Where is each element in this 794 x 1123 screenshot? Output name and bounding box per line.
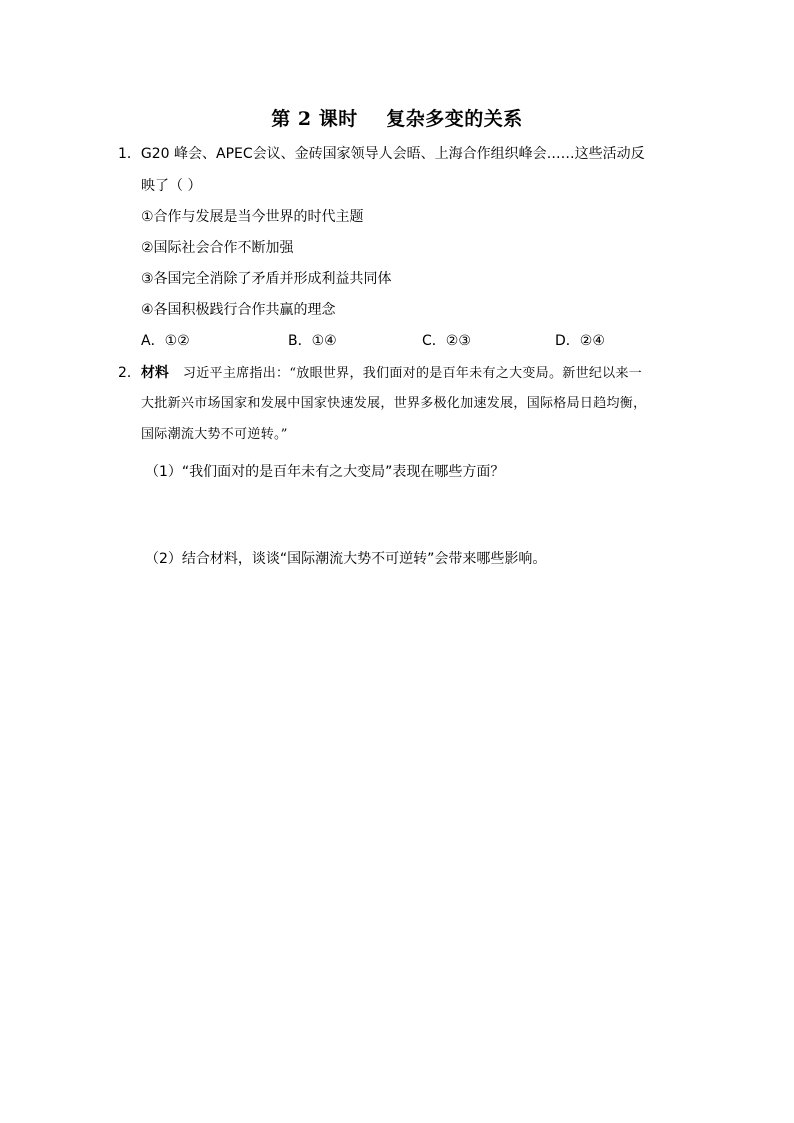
question-2-number: 2． (118, 365, 141, 381)
material-label: 材料 (140, 365, 169, 381)
question-2-material-line-1 (118, 363, 642, 384)
question-2-sub-2: （2）结合材料，谈谈“国际潮流大势不可逆转”会带来哪些影响。 (145, 551, 547, 567)
question-1-number: 1． (118, 146, 141, 162)
option-a-letter: A． (141, 333, 165, 349)
question-1-stem-line-1 (118, 144, 645, 164)
option-d[interactable] (555, 331, 605, 351)
option-b-letter: B． (288, 333, 312, 349)
option-a-text: ①② (164, 333, 190, 349)
question-1-statement-1: ①合作与发展是当今世界的时代主题 (141, 209, 364, 225)
question-1-statement-4: ④各国积极践行合作共赢的理念 (141, 302, 336, 318)
page-title: 第 2 课时 复杂多变的关系 (271, 108, 523, 130)
question-1-stem-text-1: G20 峰会、APEC会议、金砖国家领导人会晤、上海合作组织峰会……这些活动反 (140, 146, 645, 162)
question-2-sub-1: （1）“我们面对的是百年未有之大变局”表现在哪些方面？ (145, 464, 505, 480)
question-1-stem-line-2: 映了（ ） (141, 178, 202, 194)
question-1-statement-3: ③各国完全消除了矛盾并形成利益共同体 (141, 271, 392, 287)
option-c-letter: C． (422, 333, 446, 349)
option-b-text: ①④ (311, 333, 337, 349)
option-a[interactable] (141, 331, 190, 351)
option-d-letter: D． (555, 333, 580, 349)
question-1-statement-2: ②国际社会合作不断加强 (141, 240, 294, 256)
option-c[interactable] (422, 331, 471, 351)
material-text-1: 习近平主席指出：“放眼世界，我们面对的是百年未有之大变局。新世纪以来一 (182, 366, 643, 381)
material-text-2: 大批新兴市场国家和发展中国家快速发展，世界多极化加速发展，国际格局日趋均衡， (141, 396, 647, 411)
material-text-3: 国际潮流大势不可逆转。” (141, 427, 288, 442)
option-c-text: ②③ (445, 333, 471, 349)
option-d-text: ②④ (579, 333, 605, 349)
option-b[interactable] (288, 331, 337, 351)
